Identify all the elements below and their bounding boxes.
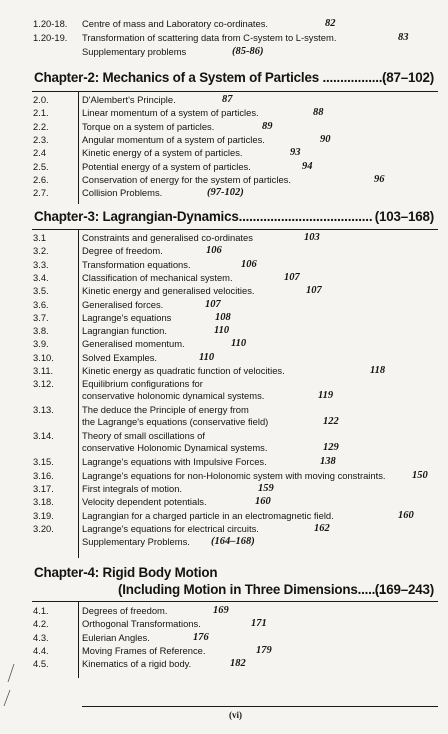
- entry-title: Generalised forces.: [82, 298, 164, 310]
- toc-entry: [0, 535, 448, 549]
- entry-page: 83: [398, 32, 409, 43]
- entry-page: 159: [258, 482, 274, 494]
- entry-page: 176: [193, 631, 209, 643]
- toc-entry: [0, 106, 448, 120]
- entry-title: Kinetic energy of a system of particles.: [82, 147, 243, 159]
- entry-title: Potential energy of a system of particles.: [82, 160, 251, 172]
- pen-stroke-mark: [0, 660, 20, 710]
- toc-entry: [0, 377, 448, 405]
- entry-number: 3.18.: [33, 496, 54, 508]
- chapter-4-subheading: [118, 582, 434, 597]
- entry-number: 3.9.: [33, 338, 49, 350]
- entry-page: (164–168): [211, 536, 255, 548]
- entry-number: 4.1.: [33, 605, 49, 616]
- entry-number: 2.3.: [33, 133, 49, 145]
- toc-entry: [0, 244, 448, 258]
- entry-number: 3.5.: [33, 285, 49, 297]
- entry-page: (97-102): [207, 187, 244, 199]
- entry-number: 3.20.: [33, 522, 54, 534]
- entry-title: Moving Frames of Reference.: [82, 644, 206, 656]
- chapter-range: (87–102): [381, 70, 434, 85]
- entry-title: Kinetic energy and generalised velocities.: [82, 285, 255, 297]
- toc-entry: [0, 509, 448, 523]
- entry-number: 4.3.: [33, 631, 49, 643]
- entry-page: 89: [262, 120, 273, 132]
- toc-entry: [0, 271, 448, 285]
- toc-entry: [0, 604, 448, 618]
- entry-page: 162: [314, 522, 330, 534]
- entry-page: 87: [222, 94, 233, 105]
- entry-title: Supplementary problems: [82, 46, 187, 57]
- chapter-3-heading: [34, 209, 434, 224]
- entry-title: Classification of mechanical system.: [82, 271, 233, 283]
- entry-page: 179: [256, 644, 272, 656]
- entry-title-continued: conservative Holonomic Dynamical systems.: [82, 442, 268, 454]
- entry-page: 107: [284, 271, 300, 283]
- toc-entry: [0, 351, 448, 365]
- toc-entry: [0, 403, 448, 431]
- chapter-rule: [32, 91, 438, 92]
- entry-page: 160: [255, 496, 271, 508]
- entry-number: 1.20-18.: [33, 18, 68, 29]
- toc-entry: [0, 17, 448, 31]
- entry-title: Orthogonal Transformations.: [82, 618, 201, 630]
- entry-page: 122: [323, 416, 339, 428]
- entry-number: 2.7.: [33, 187, 49, 199]
- toc-entry: [0, 186, 448, 200]
- entry-title: Transformation of scattering data from C-system to L-system.: [82, 32, 337, 43]
- footer-rule: [82, 706, 438, 707]
- entry-page: 169: [213, 605, 229, 616]
- entry-title: Torque on a system of particles.: [82, 120, 215, 132]
- entry-page: 110: [231, 338, 247, 350]
- entry-page: 110: [199, 351, 215, 363]
- entry-title: Generalised momentum.: [82, 338, 185, 350]
- entry-title: Lagrangian for a charged particle in an electromagnetic field.: [82, 509, 334, 521]
- entry-title: Supplementary Problems.: [82, 536, 190, 548]
- entry-number: 3.2.: [33, 245, 49, 257]
- toc-entry: [0, 45, 448, 59]
- entry-page: 82: [325, 18, 336, 29]
- entry-page: 171: [251, 618, 267, 630]
- entry-number: 3.17.: [33, 482, 54, 494]
- entry-number: 1.20-19.: [33, 32, 68, 43]
- entry-title: Degrees of freedom.: [82, 605, 168, 616]
- entry-number: 2.6.: [33, 173, 49, 185]
- entry-page: 108: [215, 311, 231, 323]
- chapter-2-heading: [34, 70, 434, 85]
- toc-entry: [0, 133, 448, 147]
- entry-number: 2.2.: [33, 120, 49, 132]
- entry-number: 3.8.: [33, 325, 49, 337]
- entry-title: Lagrange's equations for non-Holonomic system with moving constraints.: [82, 469, 386, 481]
- entry-page: 90: [320, 133, 331, 145]
- entry-number: 2.0.: [33, 94, 49, 105]
- toc-entry: [0, 657, 448, 671]
- toc-entry: [0, 258, 448, 272]
- entry-number: 3.1: [33, 232, 47, 243]
- entry-title: Equilibrium configurations for: [82, 378, 203, 390]
- entry-title: First integrals of motion.: [82, 482, 183, 494]
- entry-title: Collision Problems.: [82, 187, 163, 199]
- chapter-4-heading: [34, 565, 434, 580]
- entry-number: 3.15.: [33, 456, 54, 468]
- entry-title: Lagrange's equations: [82, 311, 172, 323]
- entry-title: Kinematics of a rigid body.: [82, 658, 192, 670]
- entry-title: Constraints and generalised co-ordinates: [82, 232, 253, 243]
- entry-page: 138: [320, 456, 336, 468]
- entry-page: 119: [318, 390, 334, 402]
- entry-page: 88: [313, 107, 324, 119]
- chapter-subtitle: (Including Motion in Three Dimensions........: [118, 582, 386, 597]
- toc-entry: [0, 337, 448, 351]
- chapter-rule: [32, 229, 438, 230]
- chapter-rule: [32, 601, 438, 602]
- entry-title: Angular momentum of a system of particles.: [82, 133, 265, 145]
- entry-title: D'Alembert's Principle.: [82, 94, 176, 105]
- toc-entry: [0, 495, 448, 509]
- entry-number: 3.13.: [33, 404, 54, 416]
- chapter-range: (169–243): [374, 582, 434, 597]
- entry-title: Lagrange's equations for electrical circuits.: [82, 522, 259, 534]
- entry-number: 3.12.: [33, 378, 54, 390]
- toc-entry: [0, 311, 448, 325]
- toc-entry: [0, 173, 448, 187]
- entry-title: Transformation equations.: [82, 258, 191, 270]
- entry-number: 2.5.: [33, 160, 49, 172]
- entry-title: Centre of mass and Laboratory co-ordinates.: [82, 18, 269, 29]
- entry-page: 106: [241, 258, 257, 270]
- chapter-title: Chapter-3: Lagrangian-Dynamics......................................: [34, 209, 373, 224]
- entry-title-continued: conservative holonomic dynamical systems.: [82, 390, 265, 402]
- entry-page: 182: [230, 658, 246, 670]
- toc-entry: [0, 364, 448, 378]
- toc-entry: [0, 522, 448, 536]
- toc-entry: [0, 429, 448, 457]
- entry-number: 3.3.: [33, 258, 49, 270]
- toc-entry: [0, 324, 448, 338]
- toc-entry: [0, 482, 448, 496]
- entry-number: 2.4: [33, 147, 47, 159]
- entry-number: 2.1.: [33, 107, 49, 119]
- entry-title: Solved Examples.: [82, 351, 158, 363]
- entry-title-continued: the Lagrange's equations (conservative field): [82, 416, 269, 428]
- entry-page: 94: [302, 160, 313, 172]
- entry-title: Lagrangian function.: [82, 325, 167, 337]
- toc-entry: [0, 617, 448, 631]
- entry-page: 118: [370, 365, 386, 376]
- entry-title: Theory of small oscillations of: [82, 430, 205, 442]
- entry-number: 3.16.: [33, 469, 54, 481]
- toc-entry: [0, 231, 448, 245]
- entry-number: 4.4.: [33, 644, 49, 656]
- entry-title: Kinetic energy as quadratic function of velocities.: [82, 365, 285, 376]
- toc-entry: [0, 146, 448, 160]
- entry-page: 129: [323, 442, 339, 454]
- chapter-title: Chapter-4: Rigid Body Motion: [34, 565, 218, 580]
- entry-page: 110: [214, 325, 230, 337]
- chapter-title: Chapter-2: Mechanics of a System of Particles ..................: [34, 70, 386, 85]
- chapter-range: (103–168): [374, 209, 434, 224]
- page-number: (vi): [229, 710, 242, 720]
- entry-number: 4.5.: [33, 658, 49, 670]
- toc-entry: [0, 31, 448, 45]
- entry-number: 3.4.: [33, 271, 49, 283]
- entry-number: 3.14.: [33, 430, 54, 442]
- entry-title: Eulerian Angles.: [82, 631, 150, 643]
- entry-number: 3.19.: [33, 509, 54, 521]
- entry-page: 107: [205, 298, 221, 310]
- entry-page: 160: [398, 509, 414, 521]
- entry-title: Linear momentum of a system of particles.: [82, 107, 259, 119]
- entry-number: 3.10.: [33, 351, 54, 363]
- entry-page: 93: [290, 147, 301, 159]
- entry-title: Velocity dependent potentials.: [82, 496, 207, 508]
- entry-page: 107: [306, 285, 322, 297]
- entry-title: Degree of freedom.: [82, 245, 163, 257]
- entry-page: (85-86): [232, 46, 264, 57]
- entry-page: 150: [412, 469, 428, 481]
- toc-entry: [0, 469, 448, 483]
- entry-number: 3.7.: [33, 311, 49, 323]
- toc-entry: [0, 644, 448, 658]
- entry-number: 3.6.: [33, 298, 49, 310]
- toc-entry: [0, 284, 448, 298]
- entry-title: The deduce the Principle of energy from: [82, 404, 249, 416]
- entry-number: 4.2.: [33, 618, 49, 630]
- toc-entry: [0, 160, 448, 174]
- toc-entry: [0, 93, 448, 107]
- entry-page: 96: [374, 173, 385, 185]
- toc-entry: [0, 455, 448, 469]
- entry-page: 106: [206, 245, 222, 257]
- entry-title: Conservation of energy for the system of particles.: [82, 173, 291, 185]
- toc-entry: [0, 120, 448, 134]
- entry-title: Lagrange's equations with Impulsive Forces.: [82, 456, 267, 468]
- entry-number: 3.11.: [33, 365, 54, 376]
- entry-page: 103: [304, 232, 320, 243]
- toc-entry: [0, 298, 448, 312]
- toc-entry: [0, 631, 448, 645]
